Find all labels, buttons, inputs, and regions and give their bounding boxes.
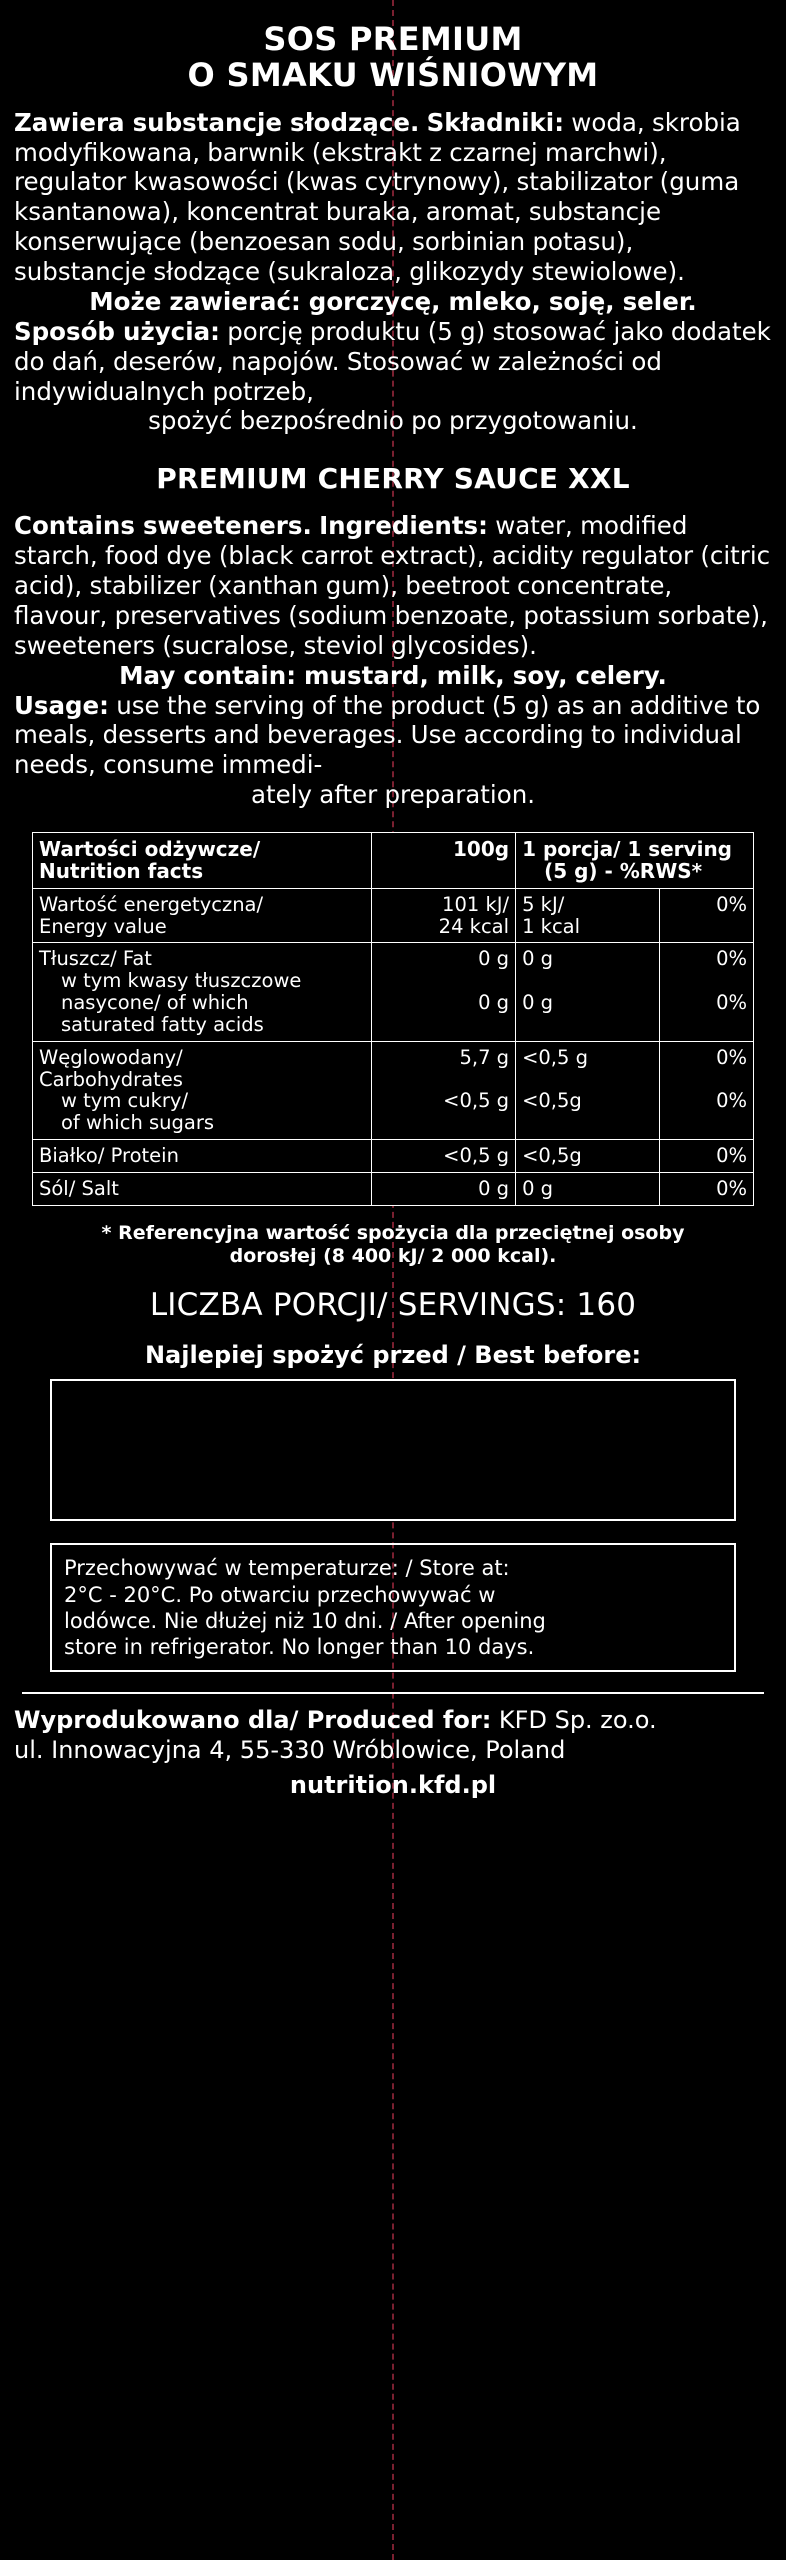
producer-company: KFD Sp. zo.o. bbox=[491, 1706, 657, 1735]
storage-instructions bbox=[50, 1543, 736, 1672]
row-carbs-label-en: Carbohydrates bbox=[39, 1067, 183, 1091]
table-row bbox=[33, 888, 754, 943]
row-fat-sub-en: saturated fatty acids bbox=[61, 1012, 264, 1036]
header-label-en: Nutrition facts bbox=[39, 859, 204, 884]
storage-line-1: Przechowywać w temperaturze: / Store at: bbox=[64, 1556, 510, 1581]
divider bbox=[22, 1692, 764, 1694]
header-portion-line2: (5 g) - %RWS* bbox=[544, 859, 703, 884]
row-fat-portion-sat: 0 g bbox=[522, 991, 554, 1015]
usage-label-pl: Sposób użycia: bbox=[14, 316, 220, 346]
page-title bbox=[14, 22, 772, 94]
nutrition-table-wrapper bbox=[32, 832, 754, 1206]
may-contain-en: May contain: mustard, milk, soy, celery. bbox=[119, 660, 667, 690]
row-energy-portion bbox=[516, 888, 660, 943]
usage-text-en: use the serving of the product (5 g) as an additive to meals, desserts and beverages. Use according to individual needs, consume immedi- bbox=[14, 690, 761, 780]
storage-line-3: lodówce. Nie dłużej niż 10 dni. / After opening bbox=[64, 1608, 546, 1633]
row-fat-per100 bbox=[371, 943, 515, 1041]
table-row bbox=[33, 1041, 754, 1139]
row-salt-per100: 0 g bbox=[371, 1172, 515, 1205]
footnote-line-2: dorosłej (8 400 kJ/ 2 000 kcal). bbox=[229, 1244, 557, 1267]
row-fat-rws bbox=[660, 943, 754, 1041]
storage-line-2: 2°C - 20°C. Po otwarciu przechowywać w bbox=[64, 1582, 496, 1607]
table-row bbox=[33, 943, 754, 1041]
row-carbs-per100-total: 5,7 g bbox=[459, 1045, 510, 1069]
row-energy-per100 bbox=[371, 888, 515, 943]
best-before-date-box bbox=[50, 1379, 736, 1521]
row-salt-portion: 0 g bbox=[516, 1172, 660, 1205]
usage-last-line-pl: spożyć bezpośrednio po przygotowaniu. bbox=[148, 406, 638, 436]
producer-info bbox=[14, 1706, 772, 1800]
ingredients-paragraph-en bbox=[14, 511, 772, 690]
producer-address: ul. Innowacyjna 4, 55-330 Wróblowice, Poland bbox=[14, 1735, 566, 1764]
servings-count: LICZBA PORCJI/ SERVINGS: 160 bbox=[149, 1287, 637, 1324]
row-salt-label: Sól/ Salt bbox=[33, 1172, 372, 1205]
row-fat-rws-sat: 0% bbox=[716, 991, 747, 1015]
header-label-pl: Wartości odżywcze/ bbox=[39, 837, 261, 862]
row-carbs-sub-pl: w tym cukry/ bbox=[61, 1089, 189, 1113]
header-portion-cell bbox=[516, 833, 754, 889]
may-contain-pl: Może zawierać: gorczycę, mleko, soję, seler. bbox=[89, 286, 697, 316]
row-carbs-per100-sugars: <0,5 g bbox=[443, 1089, 510, 1113]
ingredients-text-en: water, modified starch, food dye (black carrot extract), acidity regulator (citric acid), stabilizer (xanthan gum), beetroot concentrate, flavour, preservatives (sodium benzoate, potassium sorbate), sweeteners (sucralose, steviol glycosides). bbox=[14, 511, 771, 660]
row-carbs-per100 bbox=[371, 1041, 515, 1139]
row-energy-label-en: Energy value bbox=[39, 914, 167, 938]
row-energy-portion-kcal: 1 kcal bbox=[522, 914, 581, 938]
title-line-2: O SMAKU WIŚNIOWYM bbox=[187, 55, 599, 94]
row-fat-label bbox=[33, 943, 372, 1041]
row-fat-portion-total: 0 g bbox=[522, 947, 554, 971]
row-protein-label: Białko/ Protein bbox=[33, 1140, 372, 1173]
page-subtitle-en: PREMIUM CHERRY SAUCE XXL bbox=[156, 462, 630, 496]
usage-label-en: Usage: bbox=[14, 690, 109, 720]
row-energy-portion-kj: 5 kJ/ bbox=[522, 892, 565, 916]
row-fat-per100-total: 0 g bbox=[478, 947, 510, 971]
row-carbs-rws bbox=[660, 1041, 754, 1139]
storage-line-4: store in refrigerator. No longer than 10 days. bbox=[64, 1635, 535, 1660]
best-before-label: Najlepiej spożyć przed / Best before: bbox=[144, 1341, 642, 1370]
ingredients-label-en: Ingredients: bbox=[319, 511, 488, 541]
nutrition-footnote bbox=[30, 1222, 756, 1268]
row-carbs-portion-sugars: <0,5g bbox=[522, 1089, 582, 1113]
row-energy-label bbox=[33, 888, 372, 943]
ingredients-label-pl: Składniki: bbox=[426, 107, 565, 137]
row-carbs-portion bbox=[516, 1041, 660, 1139]
row-protein-per100: <0,5 g bbox=[371, 1140, 515, 1173]
usage-paragraph-en bbox=[14, 691, 772, 811]
row-fat-label-pl: Tłuszcz/ Fat bbox=[39, 947, 152, 971]
row-fat-rws-total: 0% bbox=[716, 947, 747, 971]
row-carbs-rws-sugars: 0% bbox=[716, 1089, 747, 1113]
row-energy-label-pl: Wartość energetyczna/ bbox=[39, 892, 264, 916]
footnote-line-1: * Referencyjna wartość spożycia dla przeciętnej osoby bbox=[101, 1221, 685, 1244]
header-per100-cell: 100g bbox=[371, 833, 515, 889]
ingredients-text-pl: woda, skrobia modyfikowana, barwnik (ekstrakt z czarnej marchwi), regulator kwasowości (kwas cytrynowy), stabilizator (guma ksantanowa), koncentrat buraka, aromat, substancje konserwujące (benzoesan sodu, sorbinian potasu), substancje słodzące (sukraloza, glikozydy stewiolowe). bbox=[14, 107, 741, 287]
row-fat-per100-sat: 0 g bbox=[478, 991, 510, 1015]
label-content bbox=[14, 22, 772, 1800]
ingredients-paragraph-pl bbox=[14, 108, 772, 317]
row-carbs-sub-en: of which sugars bbox=[61, 1111, 215, 1135]
row-energy-per100-kcal: 24 kcal bbox=[438, 914, 510, 938]
usage-last-line-en bbox=[14, 780, 772, 810]
row-protein-rws: 0% bbox=[660, 1140, 754, 1173]
usage-text-pl: porcję produktu (5 g) stosować jako dodatek do dań, deserów, napojów. Stosować w zależności od indywidualnych potrzeb, bbox=[14, 316, 771, 406]
row-energy-per100-kj: 101 kJ/ bbox=[442, 892, 510, 916]
producer-label: Wyprodukowano dla/ Produced for: bbox=[14, 1706, 492, 1735]
sweeteners-label-en: Contains sweeteners. bbox=[14, 511, 312, 541]
table-row bbox=[33, 1140, 754, 1173]
usage-last-line-en-text: ately after preparation. bbox=[250, 780, 536, 810]
row-carbs-label-pl: Węglowodany/ bbox=[39, 1045, 183, 1069]
row-fat-portion bbox=[516, 943, 660, 1041]
row-fat-sub-pl: w tym kwasy tłuszczowe nasycone/ of which bbox=[61, 969, 302, 1015]
row-carbs-rws-total: 0% bbox=[716, 1045, 747, 1069]
row-carbs-portion-total: <0,5 g bbox=[522, 1045, 588, 1069]
producer-website[interactable]: nutrition.kfd.pl bbox=[289, 1770, 497, 1799]
header-portion-line1: 1 porcja/ 1 serving bbox=[522, 837, 732, 862]
usage-paragraph-pl bbox=[14, 317, 772, 437]
sweeteners-label-pl: Zawiera substancje słodzące. bbox=[14, 107, 420, 137]
title-line-1: SOS PREMIUM bbox=[263, 20, 523, 58]
row-protein-portion: <0,5g bbox=[516, 1140, 660, 1173]
header-label-cell bbox=[33, 833, 372, 889]
row-energy-rws: 0% bbox=[660, 888, 754, 943]
nutrition-table bbox=[32, 832, 754, 1206]
row-salt-rws: 0% bbox=[660, 1172, 754, 1205]
row-carbs-label bbox=[33, 1041, 372, 1139]
table-row bbox=[33, 1172, 754, 1205]
table-header-row bbox=[33, 833, 754, 889]
